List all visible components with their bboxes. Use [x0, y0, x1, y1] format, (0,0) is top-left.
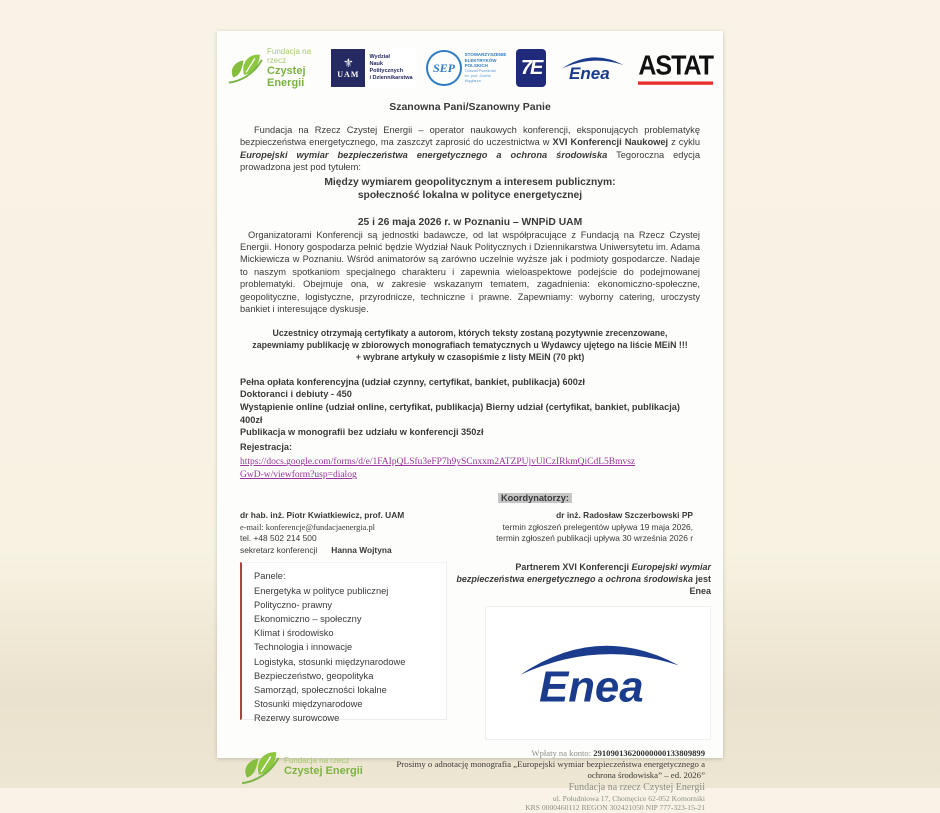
coordinators-row [240, 510, 693, 556]
astat-logo: ASTAT [638, 51, 713, 85]
partner-logos-row [227, 45, 713, 91]
fundacja-footer-logo: Fundacja na rzecz Czystej Energii [240, 748, 363, 786]
coordinator-right [452, 510, 693, 556]
coordinator-right-name: dr inż. Radosław Szczerbowski PP [556, 510, 693, 521]
partner-column [447, 562, 711, 739]
enea-logo-small [555, 53, 629, 83]
leaf-icon [227, 50, 265, 86]
transfer-note: Prosimy o adnotację monografia „Europejski wymiar bezpieczeństwa energetycznego a ochrona środowiska” – ed. 2026” [396, 758, 705, 780]
leaf-icon [240, 748, 282, 786]
panel-item: Bezpieczeństwo, geopolityka [254, 670, 374, 681]
footer [217, 740, 723, 813]
bottom-row [217, 556, 723, 739]
coordinator-left-name: dr hab. inż. Piotr Kwiatkiewicz, prof. UAM [240, 510, 405, 521]
panels-heading: Panele: [254, 571, 286, 582]
enea-logo-large [485, 606, 711, 740]
fee-line: Doktoranci i debiuty - 450 [240, 389, 352, 400]
uam-crest-icon: ⚜ UAM [331, 49, 365, 87]
panel-item: Ekonomiczno – społeczny [254, 614, 362, 625]
bank-account-number: 29109013620000000133809899 [593, 747, 705, 758]
fee-line: Wystąpienie online (udział online, certyfikat, publikacja) Bierny udział (certyfikat, bankiet, publikacja) 400zł [240, 402, 680, 425]
fee-line: Pełna opłata konferencyjna (udział czynny, certyfikat, bankiet, publikacja) 600zł [240, 376, 585, 387]
foundation-name: Fundacja na rzecz Czystej Energii [568, 781, 705, 793]
fees-block [240, 376, 700, 454]
sep-logo [426, 50, 507, 86]
organizers-paragraph: Organizatorami Konferencji są jednostki badawcze, od lat współpracujące z Fundacją na Rzecz Czystej Energii. Honory gospodarza pełnić będzie Wydział Nauk Politycznych i Dziennikarstwa Uniwersytetu im. Adama Mickiewicza w Poznaniu. Wśród animatorów są zarówno uczelnie wyższe jak i podmioty gospodarcze. Nadaje to naszym spotkaniom specjalnego charakteru i zapewnia wieloaspektowe podejście do podejmowanej problematyki. Obejmuje ona, w zakresie wskazanym tematem, zagadnienia: ekonomiczno-społeczne, geopolityczne, logistyczne, przyrodnicze, techniczne i prawne. Zapewniamy: wyborny catering, uroczysty bankiet i interesujące dyskusje. [240, 229, 700, 315]
intro-paragraph: Fundacja na Rzecz Czystej Energii – operator naukowych konferencji, eksponujących problematykę bezpieczeństwa energetycznego, ma zaszczyt zaprosić do uczestnictwa w XVI Konferencji Naukowej z cyklu Europejski wymiar bezpieczeństwa energetycznego a ochrona środowiska Tegoroczna edycja prowadzona jest pod tytułem: [240, 125, 700, 173]
panel-item: Polityczno- prawny [254, 599, 333, 610]
panel-item: Samorząd, społeczności lokalne [254, 685, 387, 696]
benefits-block: Uczestnicy otrzymają certyfikaty a autorom, których teksty zostaną pozytywnie zrecenzowane, zapewniamy publikację w zbiorowych monografiach tematycznych u Wydawcy ujętego na liście MEiN !!! + wybrane artykuły w czasopiśmie z listy MEiN (70 pkt) [252, 328, 688, 363]
panel-item: Technologia i innowacje [254, 642, 353, 653]
registration-link[interactable]: https://docs.google.com/forms/d/e/1FAIpQLSfu3eFP7h9ySCnxxm2ATZPUjvUlCzIRkmQiCdL5Bmvsz GwD-w/viewform?usp=dialog [240, 457, 636, 481]
panels-box [240, 562, 447, 724]
coordinator-phone: tel. +48 502 214 500 [240, 533, 317, 544]
coordinator-left [240, 510, 452, 556]
ze-logo: 7E [516, 49, 546, 87]
fee-line: Publikacja w monografii bez udziału w konferencji 350zł [240, 427, 484, 438]
conference-title: Między wymiarem geopolitycznym a interesem publicznym: społeczność lokalna w polityce energetycznej [324, 176, 616, 202]
foundation-address: ul. Południowa 17, Chomęcice 62-052 Komorniki [552, 793, 705, 803]
panel-item: Klimat i środowisko [254, 628, 334, 639]
fundacja-logo-line2: Czystej Energii [267, 65, 306, 89]
registration-label: Rejestracja: [240, 441, 293, 452]
coordinators-heading: Koordynatorzy: [217, 488, 723, 506]
conference-secretary: sekretarz konferencji Hanna Wojtyna [240, 544, 392, 555]
enea-logo-text: Enea [539, 662, 644, 712]
sep-circle-icon: SEP [426, 50, 461, 86]
panel-item: Stosunki międzynarodowe [254, 699, 363, 710]
fundacja-logo-line1: Fundacja na rzecz [267, 47, 312, 65]
sep-logo-text: STOWARZYSZENIE ELEKTRYKÓW POLSKICH Oddział Poznański im. prof. Józefa Węglarza [464, 52, 507, 83]
panel-item: Logistyka, stosunki międzynarodowe [254, 656, 406, 667]
deadline-publications: termin zgłoszeń publikacji upływa 30 września 2026 r [496, 533, 693, 544]
enea-logo-text: Enea [569, 64, 611, 84]
salutation: Szanowna Pani/Szanowny Panie [389, 101, 551, 113]
deadline-speakers: termin zgłoszeń prelegentów upływa 19 maja 2026, [502, 521, 693, 532]
uam-logo [331, 49, 417, 87]
panel-item: Rezerwy surowcowe [254, 713, 340, 724]
panel-item: Energetyka w polityce publicznej [254, 585, 389, 596]
bank-account-line: Wpłaty na konto: 29109013620000000133809899 [531, 747, 705, 758]
foundation-registry-ids: KRS 0000460112 REGON 302421050 NIP 777-323-15-21 [525, 803, 705, 813]
fundacja-logo [227, 47, 322, 89]
coordinator-email: e-mail: konferencje@fundacjaenergia.pl [240, 522, 375, 532]
document-page [217, 31, 723, 813]
partner-statement: Partnerem XVI Konferencji Europejski wymiar bezpieczeństwa energetycznego a ochrona środowiska jest Enea [456, 562, 711, 597]
uam-logo-text: Wydział Nauk Politycznych i Dziennikarstwa [369, 54, 413, 81]
footer-details [395, 748, 705, 813]
date-heading: 25 i 26 maja 2026 r. w Poznaniu – WNPiD UAM [357, 216, 583, 228]
